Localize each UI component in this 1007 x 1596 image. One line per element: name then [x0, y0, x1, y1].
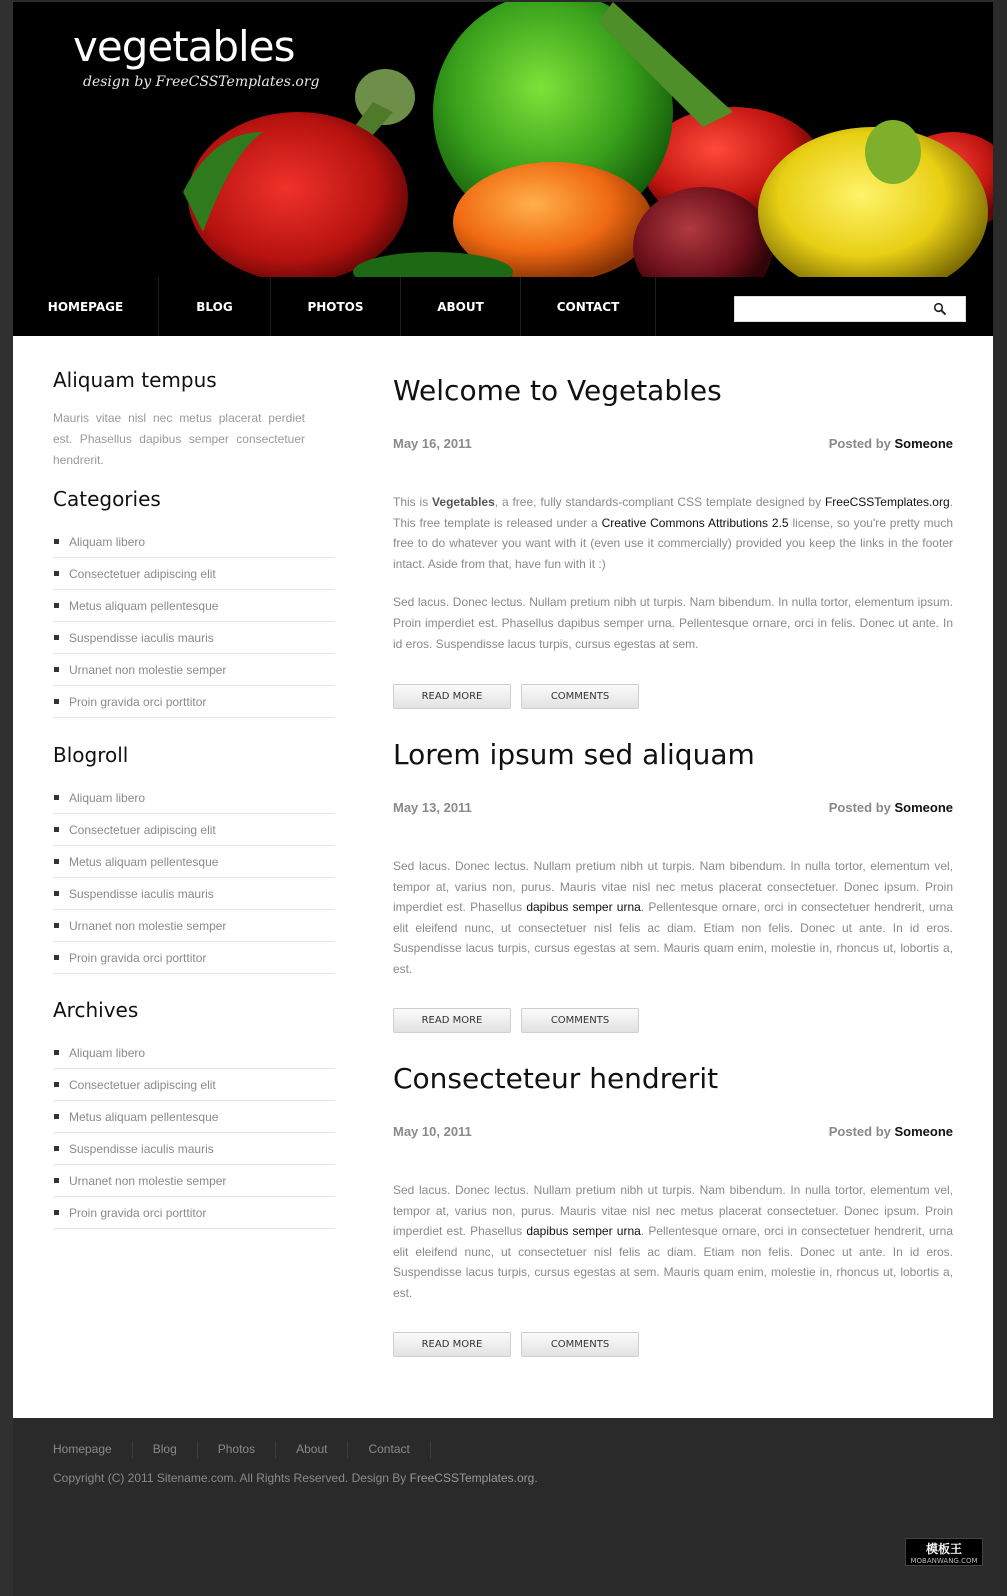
post-body: [393, 492, 953, 654]
list-item[interactable]: [53, 1037, 335, 1069]
bullet-icon: [54, 1146, 59, 1151]
post-paragraph: Sed lacus. Donec lectus. Nullam pretium nibh ut turpis. Nam bibendum. In nulla tortor, elementum ipsum. Proin imperdiet est. Phasellus dapibus semper urna. Pellentesque ornare, orci in felis. Donec ut ante. In id eros. Suspendisse lacus turpis, cursus egestas at sem.: [393, 595, 953, 651]
search-icon[interactable]: [933, 302, 947, 316]
bullet-icon: [54, 1114, 59, 1119]
copyright-link[interactable]: FreeCSSTemplates.org.: [409, 1471, 538, 1485]
badge-subtitle: MOBANWANG.COM: [910, 1556, 978, 1565]
list-item[interactable]: [53, 1133, 335, 1165]
posted-by-label: Posted by: [828, 800, 891, 815]
content-area: [13, 336, 993, 1418]
post-title[interactable]: Consecteteur hendrerit: [393, 1062, 719, 1095]
post-body: [393, 1180, 953, 1304]
list-item[interactable]: [53, 878, 335, 910]
bullet-icon: [54, 667, 59, 672]
bullet-icon: [54, 1050, 59, 1055]
post-title[interactable]: Welcome to Vegetables: [393, 374, 722, 407]
header-banner: [13, 2, 993, 277]
link[interactable]: FreeCSSTemplates.org: [824, 495, 950, 509]
posted-by-label: Posted by: [828, 436, 891, 451]
bullet-icon: [54, 571, 59, 576]
archive-link[interactable]: Metus aliquam pellentesque: [69, 1109, 219, 1124]
bullet-icon: [54, 795, 59, 800]
footer-link-contact[interactable]: Contact: [368, 1441, 430, 1459]
footer-link-photos[interactable]: Photos: [218, 1441, 276, 1459]
text-run: Vegetables: [432, 495, 495, 509]
main-navigation: [13, 277, 993, 336]
post-byline: [829, 1124, 953, 1139]
bullet-icon: [54, 699, 59, 704]
category-link[interactable]: Suspendisse iaculis mauris: [69, 630, 214, 645]
post-byline: [829, 800, 953, 815]
text-run: license, so you're pretty much free to do whatever you want with it (even use it commercially) provided you keep the links in the footer intact. Aside from that, have fun with it :): [393, 515, 954, 571]
site-title[interactable]: vegetables: [73, 22, 295, 71]
nav-blog[interactable]: BLOG: [159, 277, 271, 336]
list-item[interactable]: [53, 1197, 335, 1229]
footer-link-homepage[interactable]: Homepage: [53, 1441, 133, 1459]
nav-photos[interactable]: PHOTOS: [271, 277, 401, 336]
sidebar-about-text: Mauris vitae nisl nec metus placerat perdiet est. Phasellus dapibus semper consectetuer hendrerit.: [53, 411, 305, 467]
list-item[interactable]: [53, 686, 335, 718]
nav-contact[interactable]: CONTACT: [521, 277, 656, 336]
category-link[interactable]: Consectetuer adipiscing elit: [69, 566, 216, 581]
categories-title: Categories: [53, 487, 161, 511]
bullet-icon: [54, 955, 59, 960]
blogroll-link[interactable]: Metus aliquam pellentesque: [69, 854, 219, 869]
footer: [13, 1418, 993, 1596]
blogroll-link[interactable]: Proin gravida orci porttitor: [69, 950, 207, 965]
link[interactable]: Creative Commons Attributions 2.5: [601, 515, 789, 530]
site-subtitle: design by FreeCSSTemplates.org: [83, 74, 320, 90]
copyright-text: Copyright (C) 2011 Sitename.com. All Rights Reserved. Design By: [53, 1471, 410, 1485]
link[interactable]: dapibus semper urna: [526, 1224, 641, 1239]
read-more-button[interactable]: READ MORE: [393, 1332, 511, 1357]
list-item[interactable]: [53, 910, 335, 942]
bullet-icon: [54, 891, 59, 896]
post-author[interactable]: Someone: [894, 800, 953, 815]
text-run: This is: [393, 495, 433, 509]
blogroll-title: Blogroll: [53, 743, 129, 767]
sidebar-about-title: Aliquam tempus: [53, 368, 217, 392]
post-paragraph: [393, 856, 953, 980]
blogroll-link[interactable]: Suspendisse iaculis mauris: [69, 886, 214, 901]
list-item[interactable]: [53, 942, 335, 974]
list-item[interactable]: [53, 1101, 335, 1133]
nav-about[interactable]: ABOUT: [401, 277, 521, 336]
bullet-icon: [54, 635, 59, 640]
bullet-icon: [54, 603, 59, 608]
text-run: , a free, fully standards-compliant CSS template designed by: [494, 495, 825, 509]
list-item[interactable]: [53, 846, 335, 878]
read-more-button[interactable]: READ MORE: [393, 684, 511, 709]
archive-link[interactable]: Urnanet non molestie semper: [69, 1173, 227, 1188]
footer-link-blog[interactable]: Blog: [153, 1441, 198, 1459]
badge-title: 模板王: [925, 1541, 962, 1556]
text-run: . Pellentesque ornare, orci in consectetuer hendrerit, urna elit eleifend nunc, ut consectetuer nisl felis ac diam. Etiam non felis. Donec ut ante. In id eros. Suspendisse lacus turpis, cursus egestas at sem. Mauris quam enim, molestie in, rhoncus ut, lobortis a, est.: [393, 900, 954, 976]
read-more-button[interactable]: READ MORE: [393, 1008, 511, 1033]
blogroll-link[interactable]: Urnanet non molestie semper: [69, 918, 227, 933]
post-byline: [829, 436, 953, 451]
archive-link[interactable]: Suspendisse iaculis mauris: [69, 1141, 214, 1156]
archive-link[interactable]: Consectetuer adipiscing elit: [69, 1077, 216, 1092]
post-paragraph: [393, 492, 953, 574]
search-input[interactable]: [735, 297, 925, 321]
list-item[interactable]: [53, 622, 335, 654]
bullet-icon: [54, 859, 59, 864]
footer-navigation: [53, 1441, 451, 1459]
archives-title: Archives: [53, 998, 139, 1022]
text-run: Sed lacus. Donec lectus. Nullam pretium nibh ut turpis. Nam bibendum. In nulla tortor, elementum vel, tempor at, varius non, purus. Mauris vitae nisl nec metus placerat consectetuer. Donec ipsum. Proin imperdiet est. Phasellus: [393, 1183, 953, 1239]
list-item[interactable]: [53, 1165, 335, 1197]
category-link[interactable]: Metus aliquam pellentesque: [69, 598, 219, 613]
category-link[interactable]: Aliquam libero: [69, 534, 146, 549]
watermark-badge: [905, 1538, 983, 1566]
archive-link[interactable]: Aliquam libero: [69, 1045, 146, 1060]
list-item[interactable]: [53, 558, 335, 590]
archives-list: [53, 1037, 335, 1229]
post-author[interactable]: Someone: [894, 1124, 953, 1139]
comments-button[interactable]: COMMENTS: [521, 1008, 639, 1033]
bullet-icon: [54, 827, 59, 832]
bullet-icon: [54, 539, 59, 544]
posted-by-label: Posted by: [828, 1124, 891, 1139]
text-run: Sed lacus. Donec lectus. Nullam pretium nibh ut turpis. Nam bibendum. In nulla tortor, elementum vel, tempor at, varius non, purus. Mauris vitae nisl nec metus placerat consectetuer. Donec ipsum. Proin imperdiet est. Phasellus: [393, 859, 953, 915]
list-item[interactable]: [53, 782, 335, 814]
post-author[interactable]: Someone: [894, 436, 953, 451]
list-item[interactable]: [53, 526, 335, 558]
nav-homepage[interactable]: HOMEPAGE: [13, 277, 159, 336]
footer-link-about[interactable]: About: [296, 1441, 348, 1459]
page-edge: [0, 0, 14, 1596]
text-run: . This free template is released under a: [393, 495, 953, 530]
category-link[interactable]: Urnanet non molestie semper: [69, 662, 227, 677]
post-date: May 16, 2011: [393, 436, 472, 451]
bullet-icon: [54, 1210, 59, 1215]
post-date: May 13, 2011: [393, 800, 472, 815]
search-box: [734, 296, 966, 322]
blogroll-list: [53, 782, 335, 974]
comments-button[interactable]: COMMENTS: [521, 684, 639, 709]
archive-link[interactable]: Proin gravida orci porttitor: [69, 1205, 207, 1220]
bullet-icon: [54, 923, 59, 928]
comments-button[interactable]: COMMENTS: [521, 1332, 639, 1357]
post-body: [393, 856, 953, 980]
text-run: . Pellentesque ornare, orci in consectetuer hendrerit, urna elit eleifend nunc, ut consectetuer nisl felis ac diam. Etiam non felis. Donec ut ante. In id eros. Suspendisse lacus turpis, cursus egestas at sem. Mauris quam enim, molestie in, rhoncus ut, lobortis a, est.: [393, 1224, 954, 1300]
list-item[interactable]: [53, 654, 335, 686]
post-title[interactable]: Lorem ipsum sed aliquam: [393, 738, 755, 771]
category-link[interactable]: Proin gravida orci porttitor: [69, 694, 207, 709]
list-item[interactable]: [53, 814, 335, 846]
list-item[interactable]: [53, 590, 335, 622]
bullet-icon: [54, 1082, 59, 1087]
copyright: [53, 1471, 538, 1485]
post-paragraph: [393, 1180, 953, 1304]
link[interactable]: dapibus semper urna: [526, 900, 641, 915]
post-date: May 10, 2011: [393, 1124, 472, 1139]
categories-list: [53, 526, 335, 718]
list-item[interactable]: [53, 1069, 335, 1101]
blogroll-link[interactable]: Aliquam libero: [69, 790, 146, 805]
bullet-icon: [54, 1178, 59, 1183]
blogroll-link[interactable]: Consectetuer adipiscing elit: [69, 822, 216, 837]
